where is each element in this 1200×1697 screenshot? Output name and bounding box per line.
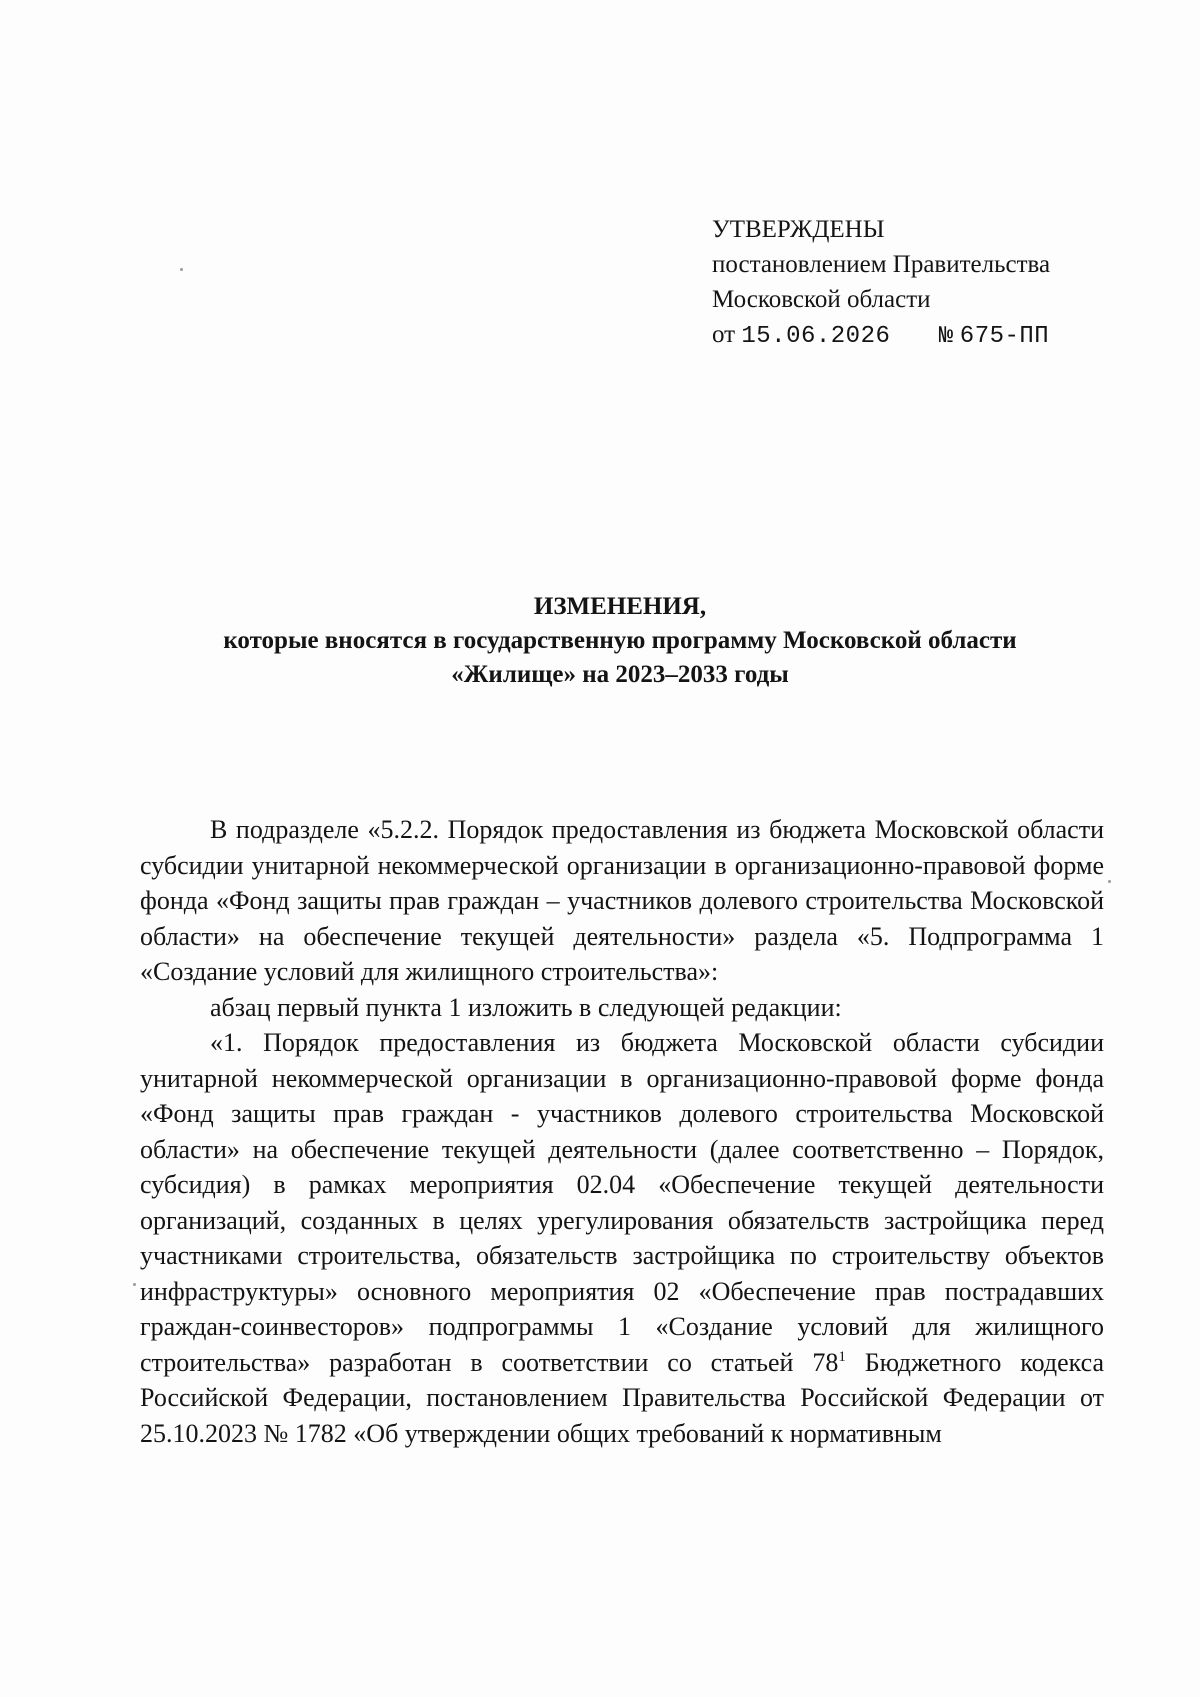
scan-speck bbox=[1108, 880, 1111, 883]
body-paragraph-1: В подразделе «5.2.2. Порядок предоставления из бюджета Московской области субсидии унитарной некоммерческой организации в организационно-правовой форме фонда «Фонд защиты прав граждан – участников долевого строительства Московской области» на обеспечение текущей деятельности» раздела «5. Подпрограмма 1 «Создание условий для жилищного строительства»: bbox=[140, 815, 1104, 986]
approval-line-1: постановлением Правительства bbox=[712, 251, 1051, 278]
title-line-2: «Жилище» на 2023–2033 годы bbox=[451, 661, 789, 688]
scan-speck bbox=[133, 1283, 136, 1286]
body-paragraph-3-continuation: Бюджетного кодекса Российской Федерации, постановлением Правительства Российской Федерации от 25.10.2023 № 1782 «Об утверждении общих требований к нормативным bbox=[140, 1347, 1104, 1448]
approval-number: 675-ПП bbox=[959, 323, 1050, 350]
document-title bbox=[100, 590, 1140, 692]
approval-number-sign: № bbox=[938, 323, 954, 350]
title-line-1: которые вносятся в государственную программу Московской области bbox=[223, 627, 1017, 654]
approval-heading: УТВЕРЖДЕНЫ bbox=[712, 216, 885, 243]
approval-date: 15.06.2026 bbox=[741, 323, 891, 350]
document-body bbox=[140, 812, 1104, 1451]
approval-date-prefix: от bbox=[712, 321, 736, 348]
approval-line-2: Московской области bbox=[712, 286, 931, 313]
article-superscript: 1 bbox=[838, 1348, 846, 1365]
approval-date-line bbox=[712, 317, 1112, 354]
body-paragraph-2: абзац первый пункта 1 изложить в следующей редакции: bbox=[210, 992, 842, 1022]
approval-block bbox=[712, 212, 1112, 354]
body-paragraph-3 bbox=[140, 1025, 1104, 1451]
body-paragraph-3-text: «1. Порядок предоставления из бюджета Московской области субсидии унитарной некоммерческой организации в организационно-правовой форме фонда «Фонд защиты прав граждан - участников долевого строительства Московской области» на обеспечение текущей деятельности (далее соответственно – Порядок, субсидия) в рамках мероприятия 02.04 «Обеспечение текущей деятельности организаций, созданных в целях урегулирования обязательств застройщика перед участниками строительства, обязательств застройщика по строительству объектов инфраструктуры» основного мероприятия 02 «Обеспечение прав пострадавших граждан-соинвесторов» подпрограммы 1 «Создание условий для жилищного строительства» разработан в соответствии со статьей 78 bbox=[140, 1028, 1104, 1377]
scan-speck bbox=[180, 268, 183, 271]
title-heading: ИЗМЕНЕНИЯ, bbox=[533, 593, 707, 620]
